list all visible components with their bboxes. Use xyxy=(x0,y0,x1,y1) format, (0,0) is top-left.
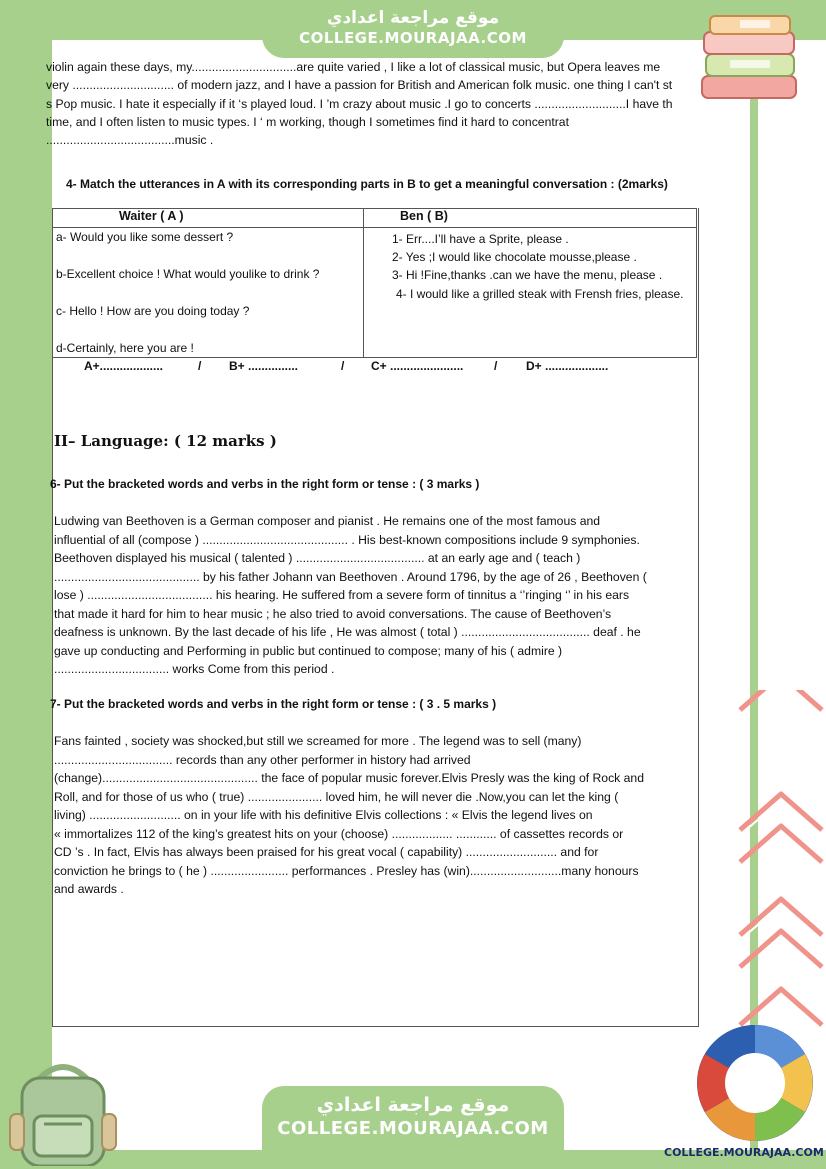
site-logo-icon xyxy=(694,1022,816,1144)
answer-c[interactable]: C+ ...................... xyxy=(371,359,464,373)
q6-instruction: 6- Put the bracketed words and verbs in the right form or tense : ( 3 marks ) xyxy=(50,477,480,491)
header-banner[interactable] xyxy=(262,0,564,58)
logo-caption: COLLEGE.MOURAJAA.COM xyxy=(664,1146,824,1159)
footer-site-arabic: موقع مراجعة اعدادي xyxy=(316,1094,510,1116)
column-a-title: Waiter ( A ) xyxy=(119,209,184,223)
a-item: c- Hello ! How are you doing today ? xyxy=(56,304,250,318)
column-b-cell xyxy=(364,228,697,358)
answer-b[interactable]: B+ ............... xyxy=(229,359,299,373)
reading-line: s Pop music. I hate it especially if it ‘s played loud. I ’m crazy about music .I go to concerts ...........................I have th xyxy=(46,96,673,111)
left-green-bar xyxy=(0,0,52,1169)
q6-line: .................................. works Come from this period . xyxy=(54,662,335,676)
q7-line: « immortalizes 112 of the king’s greatest hits on your (choose) .................. ............ of cassettes records or xyxy=(54,826,624,841)
q7-line: ................................... records than any other performer in history had arrived xyxy=(54,752,471,767)
column-b-title: Ben ( B) xyxy=(400,209,448,223)
q6-line: gave up conducting and Performing in public but continued to compose; many of his ( admire ) xyxy=(54,643,563,658)
matching-table xyxy=(52,208,697,358)
a-item: a- Would you like some dessert ? xyxy=(56,230,234,244)
reading-line: very .............................. of modern jazz, and I have a passion for British and American folk music. one thing I can't st xyxy=(46,78,673,93)
q7-line: and awards . xyxy=(54,882,124,896)
q6-line: Ludwing van Beethoven is a German composer and pianist . He remains one of the most famous and xyxy=(54,514,601,528)
header-site-arabic: موقع مراجعة اعدادي xyxy=(326,8,500,28)
q7-passage xyxy=(54,732,694,899)
q6-line: ........................................... by his father Johann van Beethoven . Around 1796, by the age of 26 , Beethoven ( xyxy=(54,569,647,584)
q7-line: Fans fainted , society was shocked,but still we screamed for more . The legend was to sell (many) xyxy=(54,734,582,748)
backpack-icon xyxy=(8,1060,118,1166)
q7-line: living) ........................... on in your life with his definitive Elvis collections : « Elvis the legend lives on xyxy=(54,808,593,822)
reading-passage xyxy=(46,58,750,149)
q4-instruction: 4- Match the utterances in A with its corresponding parts in B to get a meaningful conversation : (2marks) xyxy=(66,177,668,191)
reading-line: ......................................music . xyxy=(46,133,214,148)
column-a-header xyxy=(53,209,364,228)
language-section-title: II– Language: ( 12 marks ) xyxy=(54,432,277,450)
q7-line: Roll, and for those of us who ( true) ...................... loved him, he will never die .Now,you can let the king ( xyxy=(54,789,619,804)
q7-line: conviction he brings to ( he ) ....................... performances . Presley has (win)...........................many honours xyxy=(54,863,639,878)
answer-separator: / xyxy=(341,359,345,373)
footer-site-url[interactable]: COLLEGE.MOURAJAA.COM xyxy=(277,1118,549,1139)
b-item: 4- I would like a grilled steak with Frensh fries, please. xyxy=(396,286,684,301)
footer-banner[interactable] xyxy=(262,1086,564,1152)
column-b-header xyxy=(364,209,697,228)
q6-line: influential of all (compose ) ........................................... . His best-known compositions include 9 symphonies. xyxy=(54,532,640,547)
b-item: 1- Err....I’ll have a Sprite, please . xyxy=(392,232,569,246)
q7-line: CD ’s . In fact, Elvis has always been praised for his great vocal ( capability) ........................... and for xyxy=(54,845,599,859)
b-item: 2- Yes ;I would like chocolate mousse,please . xyxy=(392,250,637,265)
reading-line: time, and I often listen to music types. I ‘ m working, though I sometimes find it hard to concentrat xyxy=(46,114,569,129)
answer-d[interactable]: D+ ................... xyxy=(526,359,609,373)
a-item: d-Certainly, here you are ! xyxy=(56,341,194,355)
q7-line: (change).............................................. the face of popular music forever.Elvis Presly was the king of Rock and xyxy=(54,771,644,785)
q6-line: Beethoven displayed his musical ( talented ) ...................................... at an early age and ( teach ) xyxy=(54,551,581,565)
column-a-cell xyxy=(53,228,364,358)
answer-separator: / xyxy=(198,359,202,373)
q7-instruction: 7- Put the bracketed words and verbs in the right form or tense : ( 3 . 5 marks ) xyxy=(50,697,497,711)
chevron-up-icon xyxy=(736,690,826,1050)
q6-line: lose ) ..................................... his hearing. He suffered from a severe form of tinnitus a ‘’ringing ‘’ in his ears xyxy=(54,588,630,602)
header-site-url[interactable]: COLLEGE.MOURAJAA.COM xyxy=(299,29,527,47)
b-item: 3- Hi !Fine,thanks .can we have the menu, please . xyxy=(392,268,663,283)
reading-line: violin again these days, my...............................are quite varied , I like a lot of classical music, but Opera leaves me xyxy=(46,60,661,74)
q6-line: deafness is unknown. By the last decade of his life , He was almost ( total ) ...................................... deaf . he xyxy=(54,625,641,639)
a-item: b-Excellent choice ! What would youlike to drink ? xyxy=(56,267,320,281)
answer-a[interactable]: A+................... xyxy=(84,359,164,373)
answer-separator: / xyxy=(494,359,498,373)
q6-line: that made it hard for him to hear music ; he also tried to avoid conversations. The cause of Beethoven’s xyxy=(54,606,612,621)
q6-passage xyxy=(54,512,691,679)
